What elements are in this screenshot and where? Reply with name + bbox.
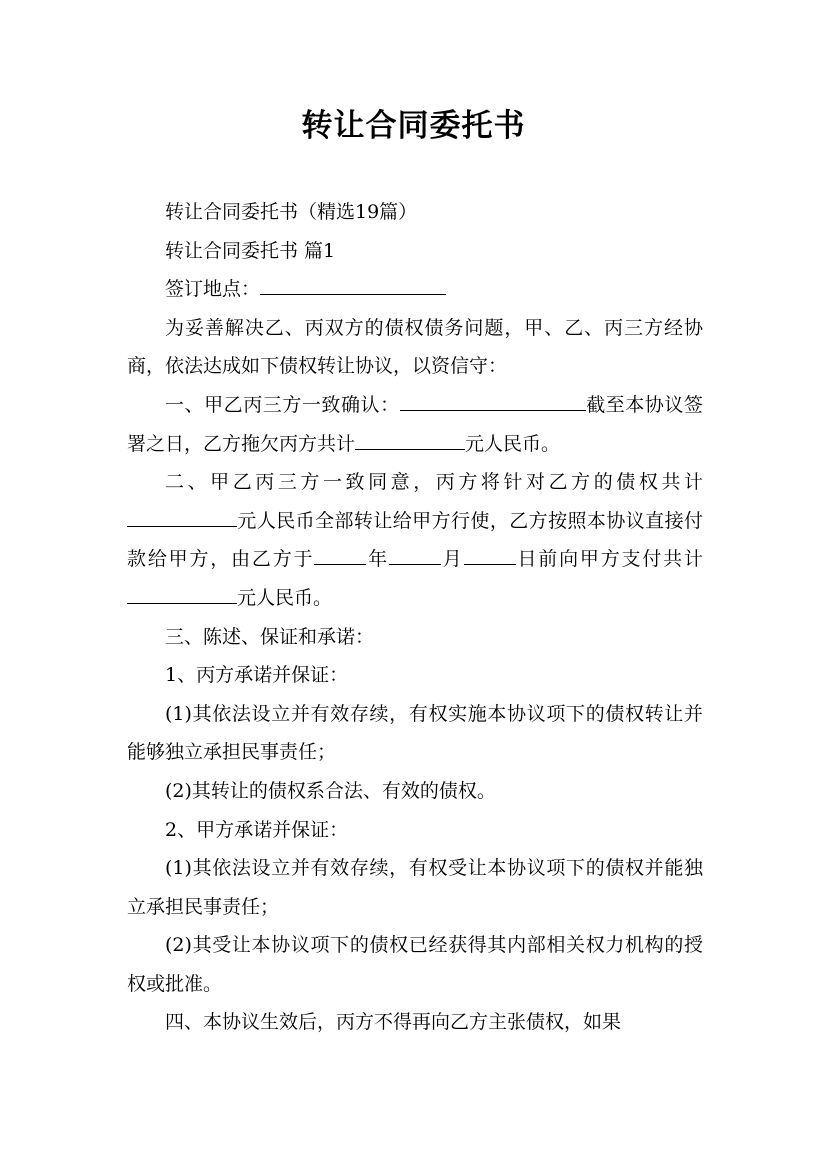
intro-paragraph: 为妥善解决乙、丙双方的债权债务问题，甲、乙、丙三方经协商，依法达成如下债权转让协议，以资信守： <box>127 316 703 378</box>
clause-2-blank-year <box>314 542 366 565</box>
clause-2-text-c: 日前向甲方支付共计 <box>515 548 703 571</box>
clause-2-text-b: 元人民币全部转让给甲方行使，乙方按照本协议直接付款给甲方，由乙方于 <box>127 509 703 571</box>
clause-3: 三、陈述、保证和承诺： <box>165 625 375 648</box>
clause-1-blank-amount <box>355 427 465 450</box>
item-1-heading: 1、丙方承诺并保证： <box>165 664 349 687</box>
clause-2-blank-payment <box>127 581 237 604</box>
signing-place-blank <box>260 272 446 295</box>
clause-2-text-a: 二、甲乙丙三方一致同意，丙方将针对乙方的债权共计 <box>165 471 703 494</box>
item-2-1: (1)其依法设立并有效存续，有权受让本协议项下的债权并能独立承担民事责任； <box>127 857 703 918</box>
section-heading: 转让合同委托书 篇1 <box>165 239 336 262</box>
clause-2-text-d: 元人民币。 <box>237 586 333 609</box>
signing-place-label: 签订地点： <box>165 278 261 301</box>
clause-2-year: 年 <box>366 548 389 571</box>
clause-1-text-a: 一、甲乙丙三方一致确认： <box>165 393 400 416</box>
item-2-2: (2)其受让本协议项下的债权已经获得其内部相关权力机构的授权或批准。 <box>127 934 703 995</box>
clause-2-blank-month <box>389 542 441 565</box>
clause-1 <box>127 386 703 463</box>
clause-2-blank-amount <box>127 504 237 527</box>
clause-1-blank-date <box>400 388 586 411</box>
item-1-1: (1)其依法设立并有效存续，有权实施本协议项下的债权转让并能够独立承担民事责任； <box>127 702 703 764</box>
clause-1-text-c: 元人民币。 <box>465 432 561 455</box>
document-body <box>127 193 703 1042</box>
clause-4: 四、本协议生效后，丙方不得再向乙方主张债权，如果 <box>165 1011 622 1034</box>
clause-1-text-b: 截至本协议签署之日，乙方拖欠丙方共计 <box>127 393 703 455</box>
clause-2 <box>127 463 703 617</box>
document-title: 转让合同委托书 <box>301 108 526 144</box>
subtitle: 转让合同委托书（精选19篇） <box>165 201 418 223</box>
clause-2-blank-day <box>464 542 516 565</box>
item-1-2: (2)其转让的债权系合法、有效的债权。 <box>165 779 496 802</box>
clause-2-month: 月 <box>440 548 464 571</box>
item-2-heading: 2、甲方承诺并保证： <box>165 818 349 841</box>
signing-place <box>127 270 703 309</box>
